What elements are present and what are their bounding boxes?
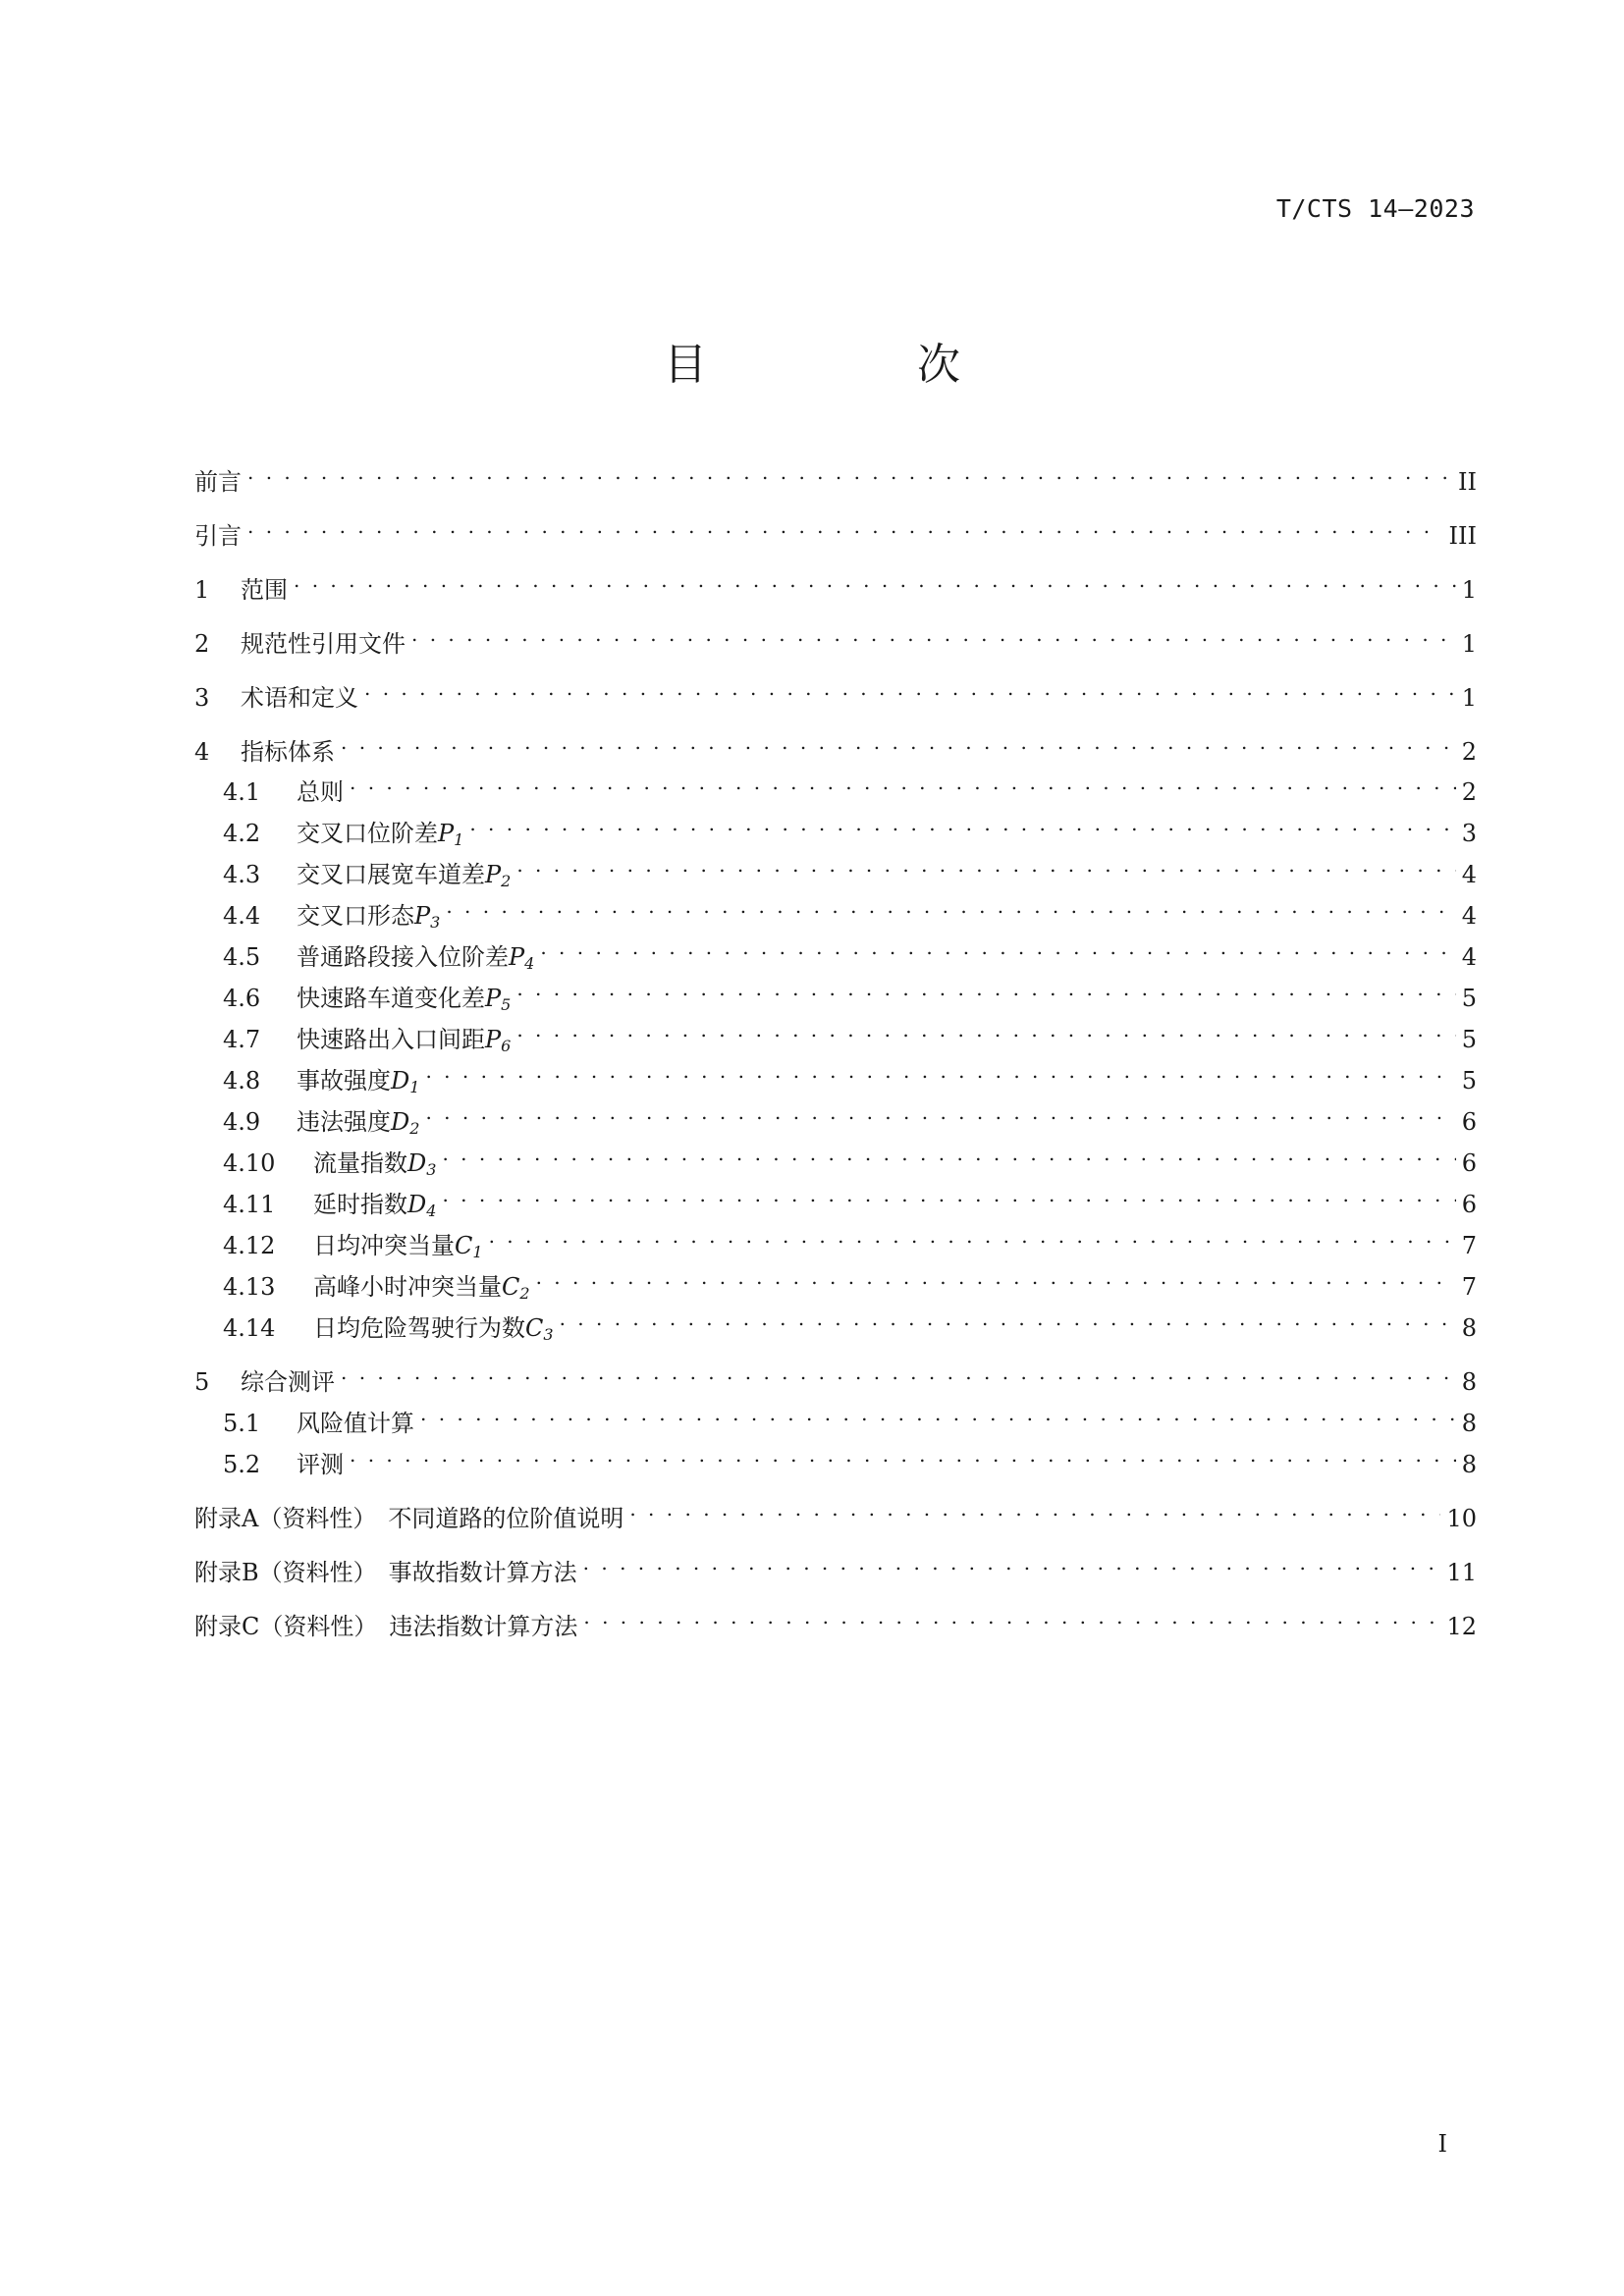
toc-leader-dots (411, 616, 1456, 652)
toc-entry-page: 12 (1446, 1613, 1477, 1640)
toc-leader-dots (247, 454, 1452, 490)
toc-leader-dots (583, 1545, 1441, 1580)
toc-entry-number: 4.2 (223, 820, 261, 847)
toc-entry[interactable] (0, 1396, 1624, 1437)
toc-entry-number: 4.14 (223, 1314, 276, 1342)
toc-leader-dots (341, 1355, 1456, 1390)
toc-entry-title: 日均危险驾驶行为数$C_3$ (313, 1314, 554, 1344)
toc-entry-variable: C (502, 1273, 520, 1301)
toc-leader-dots (247, 508, 1443, 544)
toc-entry-title: 前言 (194, 468, 242, 496)
toc-entry-variable: C (455, 1232, 473, 1259)
toc-leader-dots (425, 1095, 1455, 1130)
toc-entry-variable: D (391, 1108, 410, 1136)
toc-entry-number: 4.3 (223, 861, 261, 888)
toc-entry-title: 总则 (297, 778, 344, 806)
toc-entry-title: 普通路段接入位阶差$P_4$ (297, 943, 535, 973)
toc-entry-variable: P (414, 902, 431, 930)
toc-entry-title: 延时指数$D_4$ (313, 1191, 437, 1220)
toc-entry-page: 1 (1461, 630, 1477, 658)
toc-entry[interactable] (0, 888, 1624, 932)
page-title: 目 次 (664, 340, 1058, 390)
toc-entry-page: 6 (1461, 1149, 1477, 1177)
toc-leader-dots (469, 806, 1455, 841)
toc-entry-variable: D (407, 1149, 427, 1177)
toc-entry[interactable] (0, 1599, 1624, 1640)
toc-entry-variable: P (485, 985, 502, 1012)
toc-entry-number: 4.12 (223, 1232, 276, 1259)
toc-entry[interactable] (0, 1012, 1624, 1055)
toc-entry[interactable] (0, 847, 1624, 890)
toc-entry-title: 评测 (297, 1451, 344, 1478)
toc-entry[interactable] (0, 1218, 1624, 1261)
toc-entry-number: 4.6 (223, 985, 261, 1012)
toc-entry-number: 1 (194, 576, 210, 604)
toc-entry[interactable] (0, 1491, 1624, 1532)
toc-entry-page: 4 (1461, 902, 1477, 930)
toc-entry-variable: P (485, 861, 502, 888)
toc-entry-number: 4.1 (223, 778, 261, 806)
toc-entry-title: 规范性引用文件 (241, 630, 406, 658)
toc-entry[interactable] (0, 765, 1624, 806)
toc-entry-title: 高峰小时冲突当量$C_2$ (313, 1273, 530, 1303)
toc-leader-dots (294, 562, 1456, 598)
toc-leader-dots (516, 1012, 1455, 1047)
toc-leader-dots (489, 1218, 1456, 1254)
toc-entry[interactable] (0, 1177, 1624, 1220)
toc-entry-title: 快速路车道变化差$P_5$ (297, 985, 512, 1014)
toc-entry-number: 5.2 (223, 1451, 261, 1478)
toc-entry-number: 4.10 (223, 1149, 276, 1177)
toc-entry-subscript: 1 (472, 1243, 483, 1261)
toc-entry-subscript: 3 (426, 1160, 437, 1179)
toc-entry-number: 4.4 (223, 902, 261, 930)
toc-entry-page: 3 (1461, 820, 1477, 847)
toc-entry-subscript: 4 (524, 954, 535, 973)
toc-entry-title: 日均冲突当量$C_1$ (313, 1232, 483, 1261)
toc-entry-title: 引言 (194, 522, 242, 550)
toc-entry-title: 附录C（资料性） 违法指数计算方法 (194, 1613, 578, 1640)
toc-entry-page: 7 (1461, 1232, 1477, 1259)
toc-leader-dots (516, 971, 1455, 1006)
toc-entry[interactable] (0, 454, 1624, 496)
toc-entry[interactable] (0, 616, 1624, 658)
toc-entry-title: 术语和定义 (241, 684, 358, 712)
toc-entry-number: 4.5 (223, 943, 261, 971)
toc-entry-subscript: 6 (501, 1037, 512, 1055)
toc-entry[interactable] (0, 508, 1624, 550)
toc-entry-page: 2 (1461, 778, 1477, 806)
toc-entry[interactable] (0, 724, 1624, 766)
toc-entry-number: 4.7 (223, 1026, 261, 1053)
toc-entry-page: 1 (1461, 684, 1477, 712)
toc-entry-title: 交叉口形态$P_3$ (297, 902, 441, 932)
toc-entry-number: 4.13 (223, 1273, 276, 1301)
toc-leader-dots (425, 1053, 1455, 1089)
toc-entry-page: 6 (1461, 1108, 1477, 1136)
toc-entry-page: 8 (1461, 1451, 1477, 1478)
toc-leader-dots (540, 930, 1455, 965)
toc-entry-title: 附录A（资料性） 不同道路的位阶值说明 (194, 1505, 624, 1532)
toc-leader-dots (442, 1136, 1455, 1171)
toc-entry-title: 快速路出入口间距$P_6$ (297, 1026, 512, 1055)
toc-entry-subscript: 3 (543, 1325, 554, 1344)
toc-entry[interactable] (0, 971, 1624, 1014)
toc-entry[interactable] (0, 1355, 1624, 1396)
toc-entry-page: 5 (1461, 1026, 1477, 1053)
toc-entry[interactable] (0, 1259, 1624, 1303)
header-code: T/CTS 14—2023 (1275, 194, 1475, 223)
toc-leader-dots (420, 1396, 1456, 1431)
toc-entry-page: 4 (1461, 943, 1477, 971)
toc-entry-subscript: 1 (454, 830, 464, 849)
toc-entry-title: 违法强度$D_2$ (297, 1108, 420, 1138)
toc-leader-dots (560, 1301, 1456, 1336)
toc-entry-subscript: 5 (501, 995, 512, 1014)
toc-entry-variable: P (438, 820, 455, 847)
toc-leader-dots (442, 1177, 1455, 1212)
toc-entry[interactable] (0, 1437, 1624, 1478)
toc-entry-subscript: 1 (409, 1078, 420, 1096)
toc-entry-page: 11 (1446, 1559, 1477, 1586)
toc-entry-variable: D (407, 1191, 427, 1218)
toc-leader-dots (341, 724, 1456, 760)
toc-entry-number: 4.9 (223, 1108, 261, 1136)
toc-leader-dots (583, 1599, 1440, 1634)
toc-entry[interactable] (0, 930, 1624, 973)
toc-entry-page: 8 (1461, 1410, 1477, 1437)
toc-entry-page: 6 (1461, 1191, 1477, 1218)
toc-entry-number: 3 (194, 684, 210, 712)
toc-entry[interactable] (0, 1136, 1624, 1179)
toc-entry-page: 7 (1461, 1273, 1477, 1301)
toc-entry-number: 2 (194, 630, 210, 658)
toc-entry-title: 附录B（资料性） 事故指数计算方法 (194, 1559, 577, 1586)
toc-entry-title: 风险值计算 (297, 1410, 414, 1437)
toc-leader-dots (536, 1259, 1456, 1295)
toc-leader-dots (629, 1491, 1440, 1526)
toc-entry-title: 范围 (241, 576, 288, 604)
toc-entry[interactable] (0, 806, 1624, 849)
toc-entry[interactable] (0, 670, 1624, 712)
toc-entry-page: III (1448, 522, 1477, 550)
toc-entry-page: 1 (1461, 576, 1477, 604)
toc-leader-dots (364, 670, 1456, 706)
toc-leader-dots (350, 1437, 1456, 1472)
toc-entry[interactable] (0, 562, 1624, 604)
toc-entry-number: 4 (194, 738, 210, 766)
footer-page-number: I (1437, 2130, 1447, 2158)
toc-entry-subscript: 2 (519, 1284, 530, 1303)
toc-entry[interactable] (0, 1545, 1624, 1586)
toc-entry-title: 综合测评 (241, 1368, 335, 1396)
toc-entry-page: 8 (1461, 1314, 1477, 1342)
toc-entry-page: 5 (1461, 1067, 1477, 1095)
toc-entry-title: 交叉口位阶差$P_1$ (297, 820, 464, 849)
toc-entry[interactable] (0, 1095, 1624, 1138)
toc-leader-dots (516, 847, 1455, 882)
toc-entry-title: 交叉口展宽车道差$P_2$ (297, 861, 512, 890)
toc-entry-title: 流量指数$D_3$ (313, 1149, 437, 1179)
toc-entry[interactable] (0, 1053, 1624, 1096)
toc-entry-subscript: 2 (501, 872, 512, 890)
toc-entry-page: II (1458, 468, 1477, 496)
toc-entry-subscript: 3 (430, 913, 441, 932)
toc-entry-title: 指标体系 (241, 738, 335, 766)
toc-entry-number: 5.1 (223, 1410, 261, 1437)
toc-entry-page: 2 (1461, 738, 1477, 766)
toc-entry-page: 5 (1461, 985, 1477, 1012)
toc-entry[interactable] (0, 1301, 1624, 1344)
toc-entry-variable: P (485, 1026, 502, 1053)
toc-entry-variable: P (509, 943, 525, 971)
toc-entry-page: 8 (1461, 1368, 1477, 1396)
toc-entry-title: 事故强度$D_1$ (297, 1067, 420, 1096)
toc-entry-subscript: 4 (426, 1201, 437, 1220)
toc-entry-variable: C (525, 1314, 544, 1342)
toc-leader-dots (350, 765, 1456, 800)
toc-entry-subscript: 2 (409, 1119, 420, 1138)
toc-entry-number: 4.8 (223, 1067, 261, 1095)
toc-entry-page: 4 (1461, 861, 1477, 888)
toc-entry-number: 4.11 (223, 1191, 276, 1218)
toc-leader-dots (446, 888, 1455, 924)
toc-entry-number: 5 (194, 1368, 210, 1396)
toc-entry-variable: D (391, 1067, 410, 1095)
toc-entry-page: 10 (1446, 1505, 1477, 1532)
